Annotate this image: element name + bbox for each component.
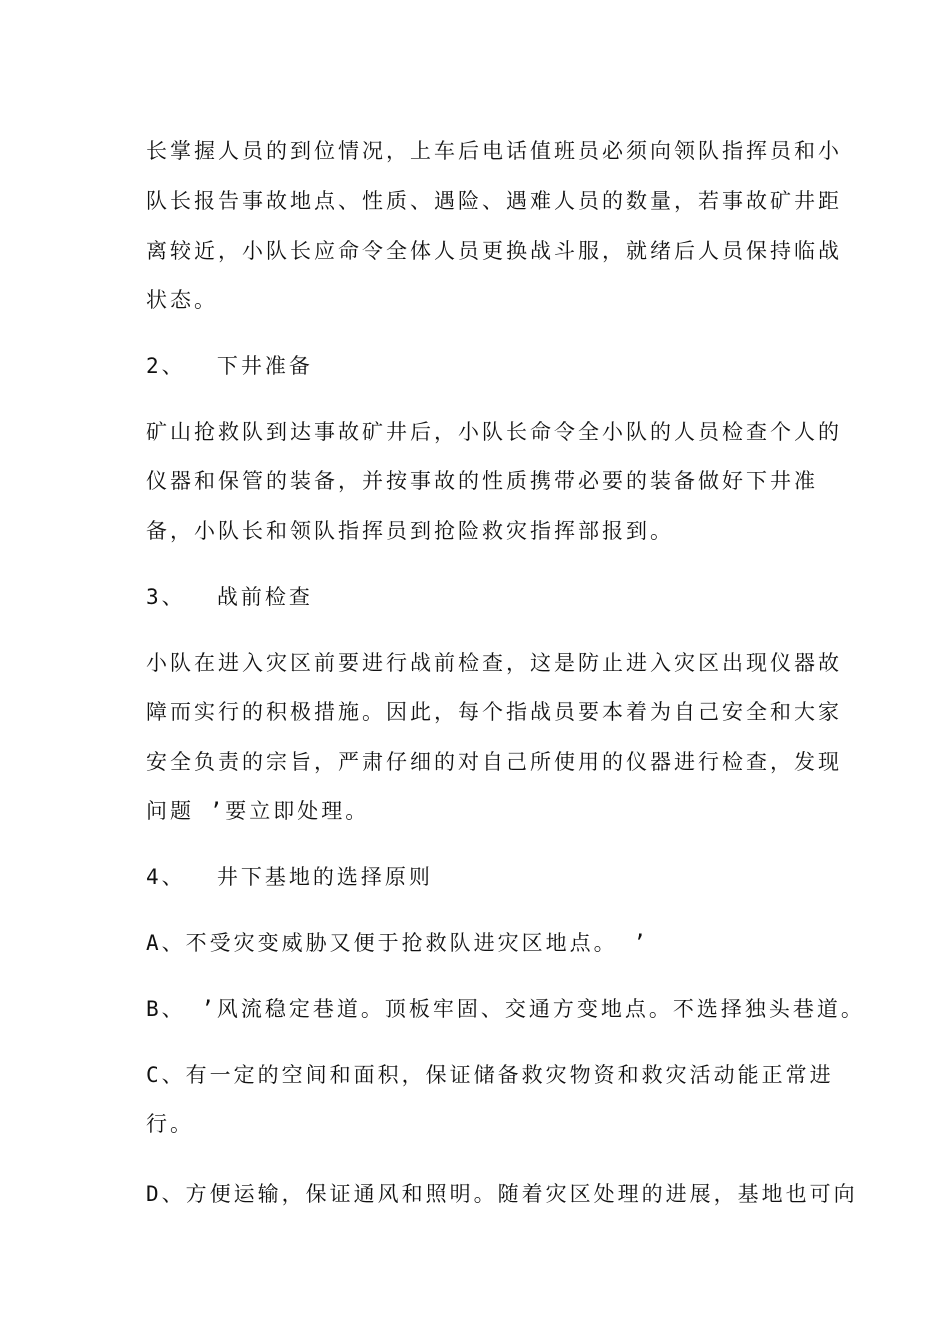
paragraph-3-line-3: 安全负责的宗旨，严肃仔细的对自己所使用的仪器进行检查，发现 xyxy=(146,750,842,774)
list-item-a: A、不受灾变威胁又便于抢救队进灾区地点。 ’ xyxy=(146,931,649,955)
list-item-b: B、 ’风流稳定巷道。顶板牢固、交通方变地点。不选择独头巷道。 xyxy=(146,997,865,1021)
paragraph-1-line-2: 队长报告事故地点、性质、遇险、遇难人员的数量，若事故矿井距 xyxy=(146,189,842,213)
paragraph-3-line-2: 障而实行的积极措施。因此，每个指战员要本着为自己安全和大家 xyxy=(146,700,842,724)
paragraph-1-line-3: 离较近，小队长应命令全体人员更换战斗服，就绪后人员保持临战 xyxy=(146,239,842,263)
list-item-c-line-1: C、有一定的空间和面积，保证储备救灾物资和救灾活动能正常进 xyxy=(146,1063,834,1087)
paragraph-1-line-1: 长掌握人员的到位情况，上车后电话值班员必须向领队指挥员和小 xyxy=(146,139,842,163)
section-heading-3: 3、 战前检查 xyxy=(146,585,313,609)
paragraph-2-line-3: 备，小队长和领队指挥员到抢险救灾指挥部报到。 xyxy=(146,519,674,543)
list-item-c-line-2: 行。 xyxy=(146,1112,194,1136)
section-heading-2: 2、 下井准备 xyxy=(146,354,313,378)
paragraph-3-line-1: 小队在进入灾区前要进行战前检查，这是防止进入灾区出现仪器故 xyxy=(146,651,842,675)
list-item-d: D、方便运输，保证通风和照明。随着灾区处理的进展，基地也可向 xyxy=(146,1182,858,1206)
paragraph-2-line-1: 矿山抢救队到达事故矿井后，小队长命令全小队的人员检查个人的 xyxy=(146,420,842,444)
paragraph-1-line-4: 状态。 xyxy=(146,288,218,312)
paragraph-3-line-4: 问题 ’要立即处理。 xyxy=(146,799,370,823)
section-heading-4: 4、 井下基地的选择原则 xyxy=(146,865,433,889)
paragraph-2-line-2: 仪器和保管的装备，并按事故的性质携带必要的装备做好下井准 xyxy=(146,469,818,493)
